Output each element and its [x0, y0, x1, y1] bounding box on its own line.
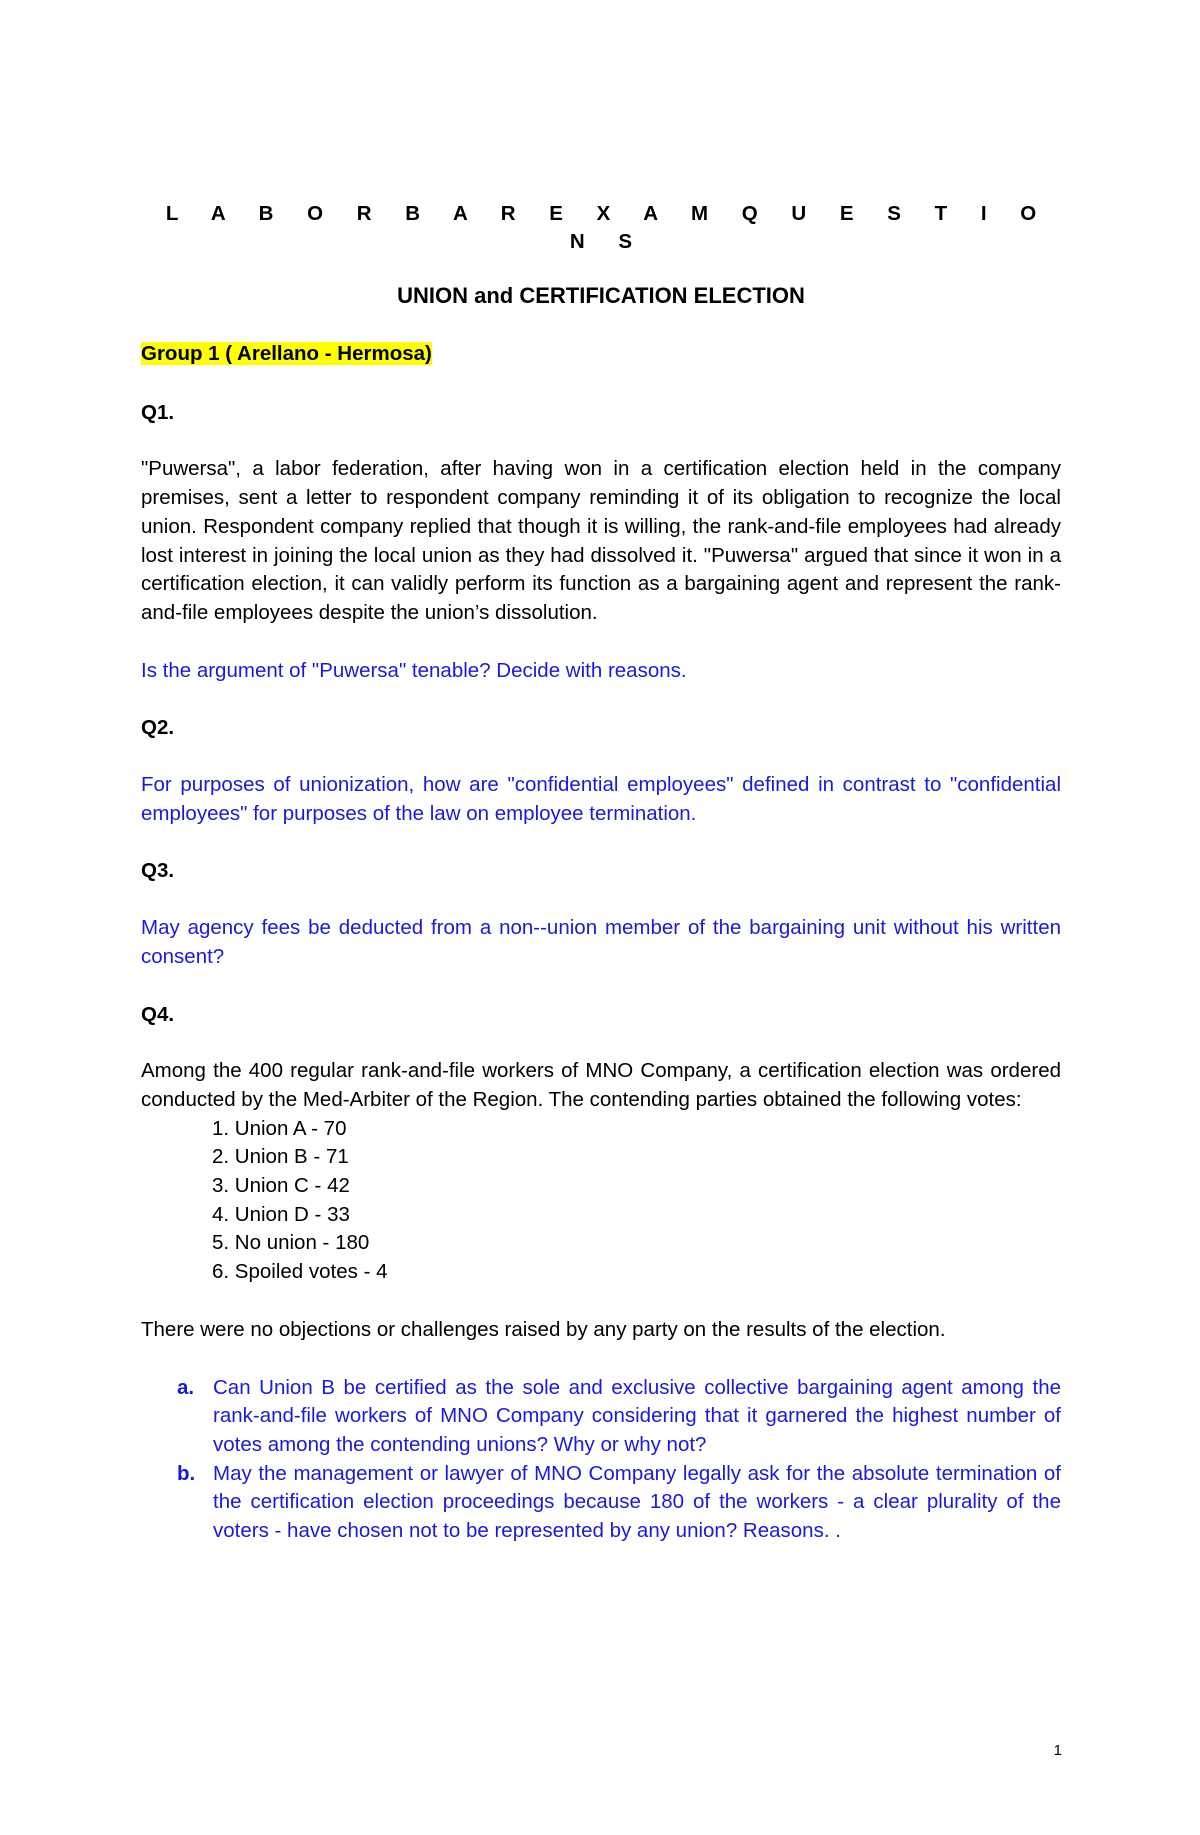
sub-question-b — [177, 1460, 1061, 1546]
vote-result-item: 4. Union D - 33 — [212, 1202, 350, 1226]
question-1-label: Q1. — [141, 400, 175, 424]
question-4-facts: Among the 400 regular rank-and-file workers of MNO Company, a certification election was ordered conducted by the Med-Arbiter of the Region. The contending parties obtained the following votes: — [141, 1059, 1061, 1111]
sub-question-marker: a. — [177, 1375, 195, 1399]
sub-question-a — [177, 1374, 1061, 1460]
page-number: 1 — [1053, 1742, 1062, 1759]
question-4-sub-questions — [141, 1374, 1061, 1546]
vote-results-list — [141, 1115, 1061, 1287]
sub-question-text: May the management or lawyer of MNO Company legally ask for the absolute termination of the certification election proceedings because 180 of the workers - a clear plurality of the voters - have chosen not to be represented by any union? Reasons. . — [213, 1461, 1061, 1543]
vote-result-item: 1. Union A - 70 — [212, 1116, 347, 1140]
question-3-text: May agency fees be deducted from a non--union member of the bargaining unit without his written consent? — [141, 916, 1061, 968]
document-body — [141, 200, 1061, 1546]
document-subtitle: UNION and CERTIFICATION ELECTION — [397, 283, 805, 308]
document-title: L A B O R B A R E X A M Q U E S T I O N S — [165, 202, 1051, 253]
question-4-note: There were no objections or challenges raised by any party on the results of the election. — [141, 1317, 946, 1341]
vote-result-item: 6. Spoiled votes - 4 — [212, 1260, 388, 1284]
question-2-text: For purposes of unionization, how are "confidential employees" defined in contrast to "confidential employees" for purposes of the law on employee termination. — [141, 773, 1061, 825]
question-4-label: Q4. — [141, 1002, 175, 1026]
vote-result-item: 2. Union B - 71 — [212, 1145, 349, 1169]
vote-result-item: 3. Union C - 42 — [212, 1174, 350, 1198]
question-2-label: Q2. — [141, 716, 175, 740]
sub-question-marker: b. — [177, 1461, 196, 1485]
question-1-facts: "Puwersa", a labor federation, after having won in a certification election held in the company premises, sent a letter to respondent company reminding it of its obligation to recognize the local union. Respondent company replied that though it is willing, the rank-and-file employees had already lost interest in joining the local union as they had dissolved it. "Puwersa" argued that since it won in a certification election, it can validly perform its function as a bargaining agent and represent the rank-and-file employees despite the union’s dissolution. — [141, 457, 1061, 624]
vote-result-item: 5. No union - 180 — [212, 1231, 370, 1255]
group-label — [141, 340, 1061, 369]
sub-question-text: Can Union B be certified as the sole and exclusive collective bargaining agent among the rank-and-file workers of MNO Company considering that it garnered the highest number of votes among the contending unions? Why or why not? — [213, 1375, 1061, 1456]
question-1-text: Is the argument of "Puwersa" tenable? Decide with reasons. — [141, 658, 687, 682]
group-label-highlight: Group 1 ( Arellano - Hermosa) — [141, 342, 432, 365]
question-3-label: Q3. — [141, 859, 175, 883]
